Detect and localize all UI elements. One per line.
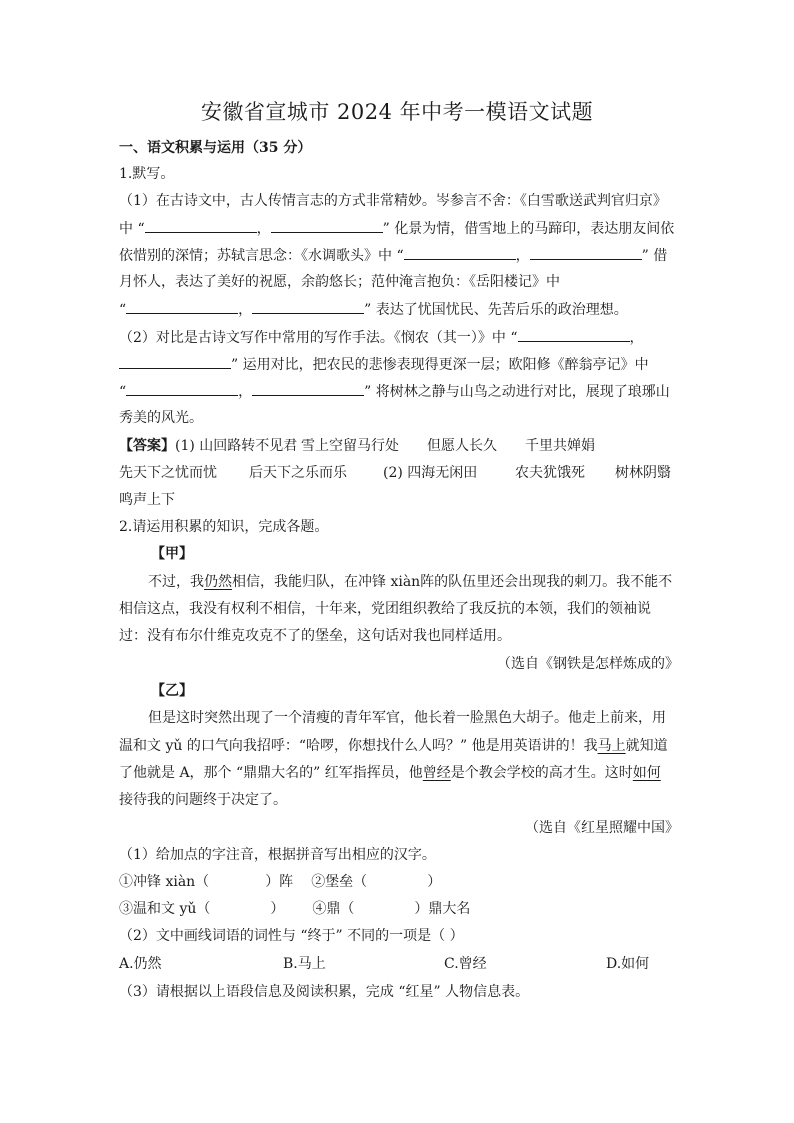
text-span: 依惜别的深情；苏轼言思念：《水调歌头》中 “ <box>119 248 404 264</box>
q1-part2-line2 <box>119 354 679 375</box>
pinyin-item: ） <box>270 901 285 917</box>
text-span: ， <box>515 248 530 264</box>
jia-source: （选自《钢铁是怎样炼成的》 <box>497 656 679 672</box>
text-span: 温和文 yǔ 的口气向我招呼：“哈啰，你想找什么人吗？” 他是用英语讲的！我 <box>119 738 598 754</box>
text-span: 不过，我 <box>148 574 204 590</box>
blank-line[interactable] <box>252 381 364 396</box>
answer-item: 先天下之忧而忧 <box>119 465 217 481</box>
text-span: 中 “ <box>119 221 145 237</box>
passage-jia-label: 【甲】 <box>151 546 193 562</box>
blank-line[interactable] <box>126 299 238 314</box>
sub-question-1: （1）给加点的字注音，根据拼音写出相应的汉字。 <box>119 847 436 863</box>
answer-line2 <box>119 463 679 483</box>
q1-part1-line3 <box>119 245 679 266</box>
underlined-word: 马上 <box>597 738 626 754</box>
jia-line2: 相信这点，我没有权利不相信，十年来，党团组织教给了我反抗的本领，我们的领袖说 <box>119 601 651 617</box>
text-span: ” 化景为情，借雪地上的马蹄印，表达朋友间依 <box>382 221 675 237</box>
blank-line[interactable] <box>530 245 642 260</box>
answer-item: (2) 四海无闲田 <box>383 465 478 481</box>
answer-line1 <box>119 436 679 456</box>
pinyin-item: ） <box>427 874 442 890</box>
blank-line[interactable] <box>518 327 630 342</box>
answer-item: 后天下之乐而乐 <box>249 465 347 481</box>
q1-part1-line1: （1）在古诗文中，古人传情言志的方式非常精妙。岑参言不舍：《白雪歌送武判官归京》 <box>119 193 667 209</box>
blank-line[interactable] <box>271 218 383 233</box>
text-span: 就知道 <box>625 738 668 754</box>
sub-question-3: （3）请根据以上语段信息及阅读积累，完成 “红星” 人物信息表。 <box>119 984 530 1000</box>
text-span: 了他就是 A，那个 “鼎鼎大名的” 红军指挥员，他 <box>119 765 423 781</box>
answer-item: 树林阴翳 <box>615 465 671 481</box>
text-span: ， <box>629 330 644 346</box>
text-span: 是个教会学校的高才生。这时 <box>450 765 633 781</box>
question-1-heading: 1.默写。 <box>119 166 175 182</box>
pinyin-item: ④鼎（ <box>312 901 355 917</box>
text-span: ， <box>238 302 253 318</box>
blank-line[interactable] <box>119 354 231 369</box>
yi-line2 <box>119 736 679 756</box>
answer-item: 雪上空留马行处 <box>301 438 399 454</box>
q1-part1-line2 <box>119 218 679 239</box>
pinyin-row2 <box>119 899 679 919</box>
underlined-word: 如何 <box>632 765 661 781</box>
answer-line3: 鸣声上下 <box>119 492 175 508</box>
yi-line4: 接待我的问题终于决定了。 <box>119 792 287 808</box>
pinyin-item: ）阵 <box>265 874 294 890</box>
jia-line1 <box>148 572 708 592</box>
text-span: ” 借 <box>641 248 668 264</box>
text-span: “ <box>119 384 127 400</box>
option-c[interactable]: C.曾经 <box>444 956 487 972</box>
yi-line1: 但是这时突然出现了一个清瘦的青年军官，他长着一脸黑色大胡子。他走上前来，用 <box>148 710 666 726</box>
text-span: 相信，我能归队，在冲锋 xiàn阵的队伍里还会出现我的刺刀。我不能不 <box>232 574 673 590</box>
yi-source: （选自《红星照耀中国》 <box>525 820 679 836</box>
answer-item: 农夫犹饿死 <box>515 465 585 481</box>
underlined-word: 仍然 <box>204 574 232 590</box>
page-title: 安徽省宣城市 2024 年中考一模语文试题 <box>200 100 594 124</box>
underlined-word: 曾经 <box>422 765 451 781</box>
q1-part1-line5 <box>119 299 679 320</box>
sub-question-2: （2）文中画线词语的词性与 “终于” 不同的一项是（ ） <box>119 928 464 944</box>
question-2-heading: 2.请运用积累的知识，完成各题。 <box>119 519 329 535</box>
option-a[interactable]: A.仍然 <box>119 956 162 972</box>
text-span: ” 将树林之静与山鸟之动进行对比，展现了琅琊山 <box>364 384 670 400</box>
text-span: ， <box>238 384 253 400</box>
blank-line[interactable] <box>404 245 516 260</box>
answer-item: 但愿人长久 <box>427 438 497 454</box>
text-span: （2）对比是古诗文写作中常用的写作手法。《悯农（其一）》中 “ <box>119 330 518 346</box>
option-d[interactable]: D.如何 <box>606 956 650 972</box>
q1-part2-line4: 秀美的风光。 <box>119 410 203 426</box>
blank-line[interactable] <box>252 299 364 314</box>
jia-line3: 过：没有布尔什维克攻克不了的堡垒，这句话对我也同样适用。 <box>119 628 511 644</box>
blank-line[interactable] <box>126 381 238 396</box>
text-span: ” 表达了忧国忧民、先苦后乐的政治理想。 <box>364 302 628 318</box>
blank-line[interactable] <box>145 218 257 233</box>
text-span: “ <box>119 302 127 318</box>
q1-part1-line4: 月怀人，表达了美好的祝愿，余韵悠长；范仲淹言抱负：《岳阳楼记》中 <box>119 274 560 290</box>
q1-part2-line1 <box>119 327 679 348</box>
text-span: ， <box>256 221 271 237</box>
pinyin-item: ②堡垒（ <box>311 874 368 890</box>
pinyin-item: ①冲锋 xiàn（ <box>119 874 210 890</box>
answer-label: 【答案】 <box>119 438 175 454</box>
yi-line3 <box>119 763 679 783</box>
passage-yi-label: 【乙】 <box>151 683 193 699</box>
pinyin-row1 <box>119 872 679 892</box>
answer-item: (1) 山回路转不见君 <box>175 438 298 454</box>
option-b[interactable]: B.马上 <box>283 956 326 972</box>
pinyin-item: ③温和文 yǔ（ <box>119 901 211 917</box>
q1-part2-line3 <box>119 381 679 402</box>
section-heading: 一、语文积累与运用（35 分） <box>119 140 312 156</box>
text-span: ” 运用对比，把农民的悲惨表现得更深一层；欧阳修《醉翁亭记》中 <box>231 357 649 373</box>
answer-item: 千里共婵娟 <box>525 438 595 454</box>
pinyin-item: ）鼎大名 <box>414 901 471 917</box>
